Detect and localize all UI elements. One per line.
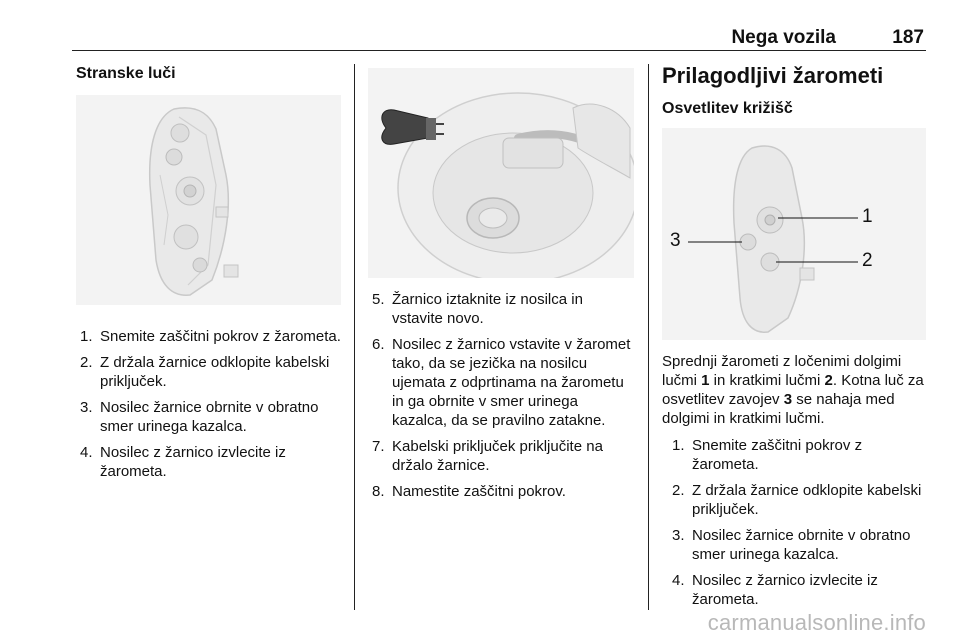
bulb-holder-illustration (368, 68, 634, 278)
steps-list-side-lights (76, 327, 341, 481)
callout-2: 2 (862, 250, 873, 271)
figure-bulb-holder (368, 68, 634, 278)
list-item: 1. Snemite zaščitni pokrov z žarometa. (672, 437, 863, 473)
steps-list-adaptive (662, 436, 926, 609)
list-item: 2. Z držala žarnice odklopite kabelski priključek. (80, 354, 330, 390)
list-item: 4. Nosilec z žarnico izvlecite iz žarometa. (672, 572, 878, 608)
headlight-callout-illustration (662, 128, 926, 340)
list-item: 8. Namestite zaščitni pokrov. (372, 483, 566, 500)
list-item: 6. Nosilec z žarnico vstavite v žaromet tako, da se jezička na nosilcu ujemata z odprtinama na žarometu in ga obrnite v smer urinega kazalca, da se pravilno zatakne. (372, 336, 631, 429)
headlight-rear-illustration (76, 95, 341, 305)
watermark: carmanualsonline.info (707, 610, 926, 635)
subsection-title-cornering-light: Osvetlitev križišč (662, 100, 793, 117)
column-divider-1 (354, 64, 355, 610)
list-item: 3. Nosilec žarnice obrnite v obratno smer urinega kazalca. (80, 399, 319, 435)
list-item: 7. Kabelski priključek priključite na držalo žarnice. (372, 438, 603, 474)
list-item: 1. Snemite zaščitni pokrov z žarometa. (80, 328, 341, 345)
page-header (72, 24, 926, 51)
figure-headlight-callouts (662, 128, 926, 340)
header-section-title: Nega vozila (731, 27, 836, 48)
section-title-side-lights: Stranske luči (76, 65, 176, 82)
description-paragraph: Sprednji žarometi z ločenimi dolgimi lučmi 1 in kratkimi lučmi 2. Kotna luč za osvetlitev zavojev 3 se nahaja med dolgimi in kratkimi lučmi. (662, 353, 924, 427)
list-item: 5. Žarnico iztaknite iz nosilca in vstavite novo. (372, 291, 583, 327)
column-1 (76, 62, 341, 488)
column-2 (368, 62, 634, 508)
section-title-adaptive-headlights: Prilagodljivi žarometi (662, 63, 884, 88)
callout-1: 1 (862, 206, 873, 227)
list-item: 3. Nosilec žarnice obrnite v obratno smer urinega kazalca. (672, 527, 911, 563)
column-3 (662, 62, 926, 616)
callout-3: 3 (670, 230, 681, 251)
page-number: 187 (892, 27, 924, 48)
column-divider-2 (648, 64, 649, 610)
list-item: 4. Nosilec z žarnico izvlecite iz žarometa. (80, 444, 286, 480)
figure-side-light-assembly (76, 95, 341, 305)
steps-list-bulb-replace (368, 290, 634, 501)
list-item: 2. Z držala žarnice odklopite kabelski priključek. (672, 482, 922, 518)
